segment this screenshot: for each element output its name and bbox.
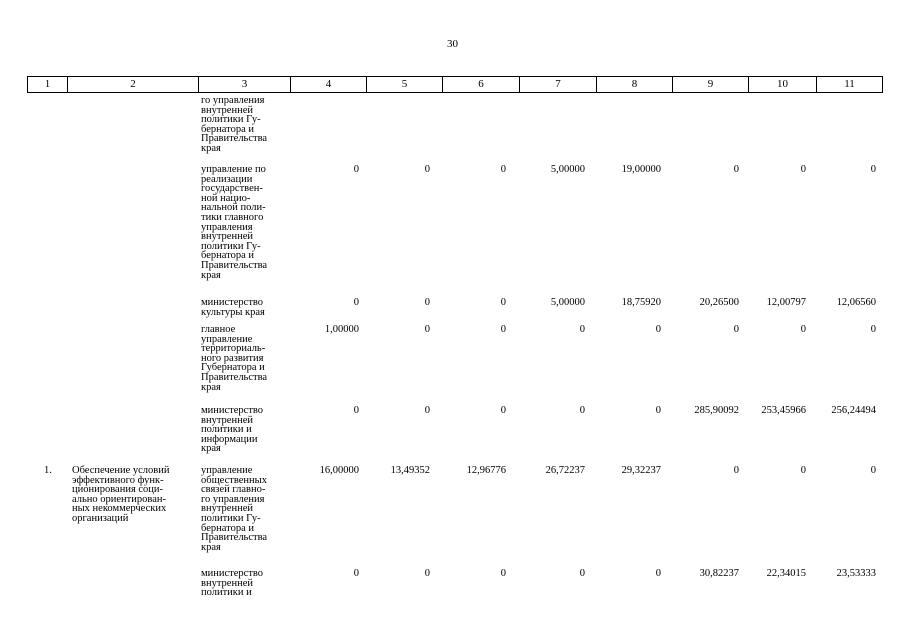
header-col-5: 5 [401, 78, 408, 90]
executor-line: нальной поли- [201, 202, 266, 214]
value-col-7: 5,00000 [550, 297, 585, 308]
value-col-8: 29,32237 [621, 465, 661, 476]
value-col-5: 13,49352 [390, 465, 430, 476]
task-line: ных некоммерческих [72, 503, 167, 515]
value-col-11: 256,24494 [831, 405, 876, 416]
executor-line: края [201, 443, 221, 455]
executor-line: главное [201, 324, 236, 335]
header-col-6: 6 [478, 78, 484, 90]
executor-line: внутренней [201, 231, 253, 243]
task-line: эффективного функ- [72, 474, 164, 486]
executor-line: бернатора и [201, 250, 254, 262]
executor-line: края [201, 541, 221, 553]
task-line: организаций [72, 513, 129, 524]
executor-line: политики и [201, 424, 252, 436]
header-col-9: 9 [707, 78, 714, 90]
value-col-5: 0 [424, 405, 430, 416]
value-col-11: 0 [870, 465, 876, 476]
header-col-10: 10 [777, 78, 788, 90]
executor-line: Правительства [201, 260, 268, 271]
header-col-3: 3 [241, 78, 248, 90]
value-col-4: 16,00000 [319, 465, 359, 476]
header-col-7: 7 [555, 78, 561, 90]
executor-line: связей главно- [201, 484, 266, 496]
executor-line: управление по [201, 164, 266, 175]
value-col-7: 0 [579, 324, 585, 335]
executor-line: края [201, 143, 221, 154]
page-number: 30 [447, 38, 458, 50]
value-col-6: 0 [500, 164, 506, 175]
task-line: Обеспечение условий [72, 465, 170, 476]
value-col-4: 0 [353, 297, 359, 308]
executor-line: внутренней [201, 577, 253, 589]
executor-line: ной нацио- [201, 192, 251, 204]
executor-line: политики Гу- [201, 114, 261, 126]
executor-line: Губернатора и [201, 362, 265, 374]
task-line: ционирования соци- [72, 484, 164, 496]
value-col-11: 12,06560 [836, 297, 876, 308]
value-col-9: 285,90092 [694, 405, 739, 416]
value-col-5: 0 [424, 164, 430, 175]
header-col-2: 2 [130, 78, 136, 90]
executor-line: Правительства [201, 133, 268, 145]
executor-line: информации [201, 433, 258, 445]
value-col-10: 253,45966 [761, 405, 806, 416]
task-line: ально ориентирован- [72, 493, 166, 505]
value-col-9: 30,82237 [699, 568, 739, 579]
value-col-10: 0 [800, 164, 806, 175]
executor-line: управление [201, 333, 253, 345]
executor-line: внутренней [201, 503, 253, 515]
executor-line: бернатора и [201, 123, 254, 135]
value-col-10: 0 [800, 465, 806, 476]
value-col-10: 12,00797 [766, 297, 806, 308]
value-col-8: 19,00000 [621, 164, 661, 175]
executor-line: территориаль- [201, 343, 266, 355]
executor-line: культуры края [201, 306, 265, 318]
executor-line: Правительства [201, 372, 268, 383]
value-col-7: 26,72237 [545, 465, 585, 476]
value-col-8: 0 [655, 568, 661, 579]
value-col-9: 20,26500 [699, 297, 739, 308]
executor-line: реализации [201, 173, 253, 185]
value-col-10: 22,34015 [766, 568, 806, 579]
value-col-7: 0 [579, 405, 585, 416]
executor-line: бернатора и [201, 522, 254, 534]
executor-line: края [201, 269, 221, 281]
executor-line: общественных [201, 474, 267, 486]
value-col-11: 23,53333 [836, 568, 876, 579]
executor-line: го управления [201, 493, 265, 505]
value-col-9: 0 [733, 324, 739, 335]
value-col-6: 0 [500, 297, 506, 308]
value-col-6: 0 [500, 324, 506, 335]
executor-line: ного развития [201, 352, 264, 364]
header-col-11: 11 [844, 78, 855, 90]
value-col-5: 0 [424, 297, 430, 308]
value-col-8: 0 [655, 324, 661, 335]
table-header-row [27, 76, 883, 93]
value-col-6: 0 [500, 405, 506, 416]
value-col-8: 18,75920 [621, 297, 661, 308]
executor-line: Правительства [201, 532, 268, 544]
value-col-11: 0 [870, 324, 876, 335]
header-col-1: 1 [44, 78, 51, 90]
value-col-4: 1,00000 [324, 324, 359, 335]
executor-line: политики и [201, 587, 252, 599]
executor-line: управления [201, 221, 253, 233]
value-col-9: 0 [733, 465, 739, 476]
value-col-7: 5,00000 [550, 164, 585, 175]
executor-line: государствен- [201, 183, 263, 195]
executor-line: политики Гу- [201, 240, 261, 252]
row-number: 1. [44, 465, 52, 476]
executor-line: политики Гу- [201, 513, 261, 524]
value-col-4: 0 [353, 405, 359, 416]
value-col-7: 0 [579, 568, 585, 579]
executor-line: го управления [201, 95, 265, 106]
value-col-5: 0 [424, 324, 430, 335]
executor-line: внутренней [201, 414, 253, 426]
value-col-5: 0 [424, 568, 430, 579]
executor-line: министерство [201, 405, 264, 416]
value-col-10: 0 [800, 324, 806, 335]
value-col-4: 0 [353, 568, 359, 579]
value-col-6: 12,96776 [466, 465, 506, 476]
executor-line: управление [201, 465, 253, 476]
executor-line: министерство [201, 568, 264, 579]
executor-line: тики главного [201, 212, 264, 223]
executor-line: края [201, 381, 221, 393]
value-col-8: 0 [655, 405, 661, 416]
value-col-11: 0 [870, 164, 876, 175]
value-col-9: 0 [733, 164, 739, 175]
value-col-4: 0 [353, 164, 359, 175]
value-col-6: 0 [500, 568, 506, 579]
header-col-4: 4 [325, 78, 332, 90]
header-col-8: 8 [631, 78, 638, 90]
executor-line: министерство [201, 297, 264, 308]
executor-line: внутренней [201, 104, 253, 116]
